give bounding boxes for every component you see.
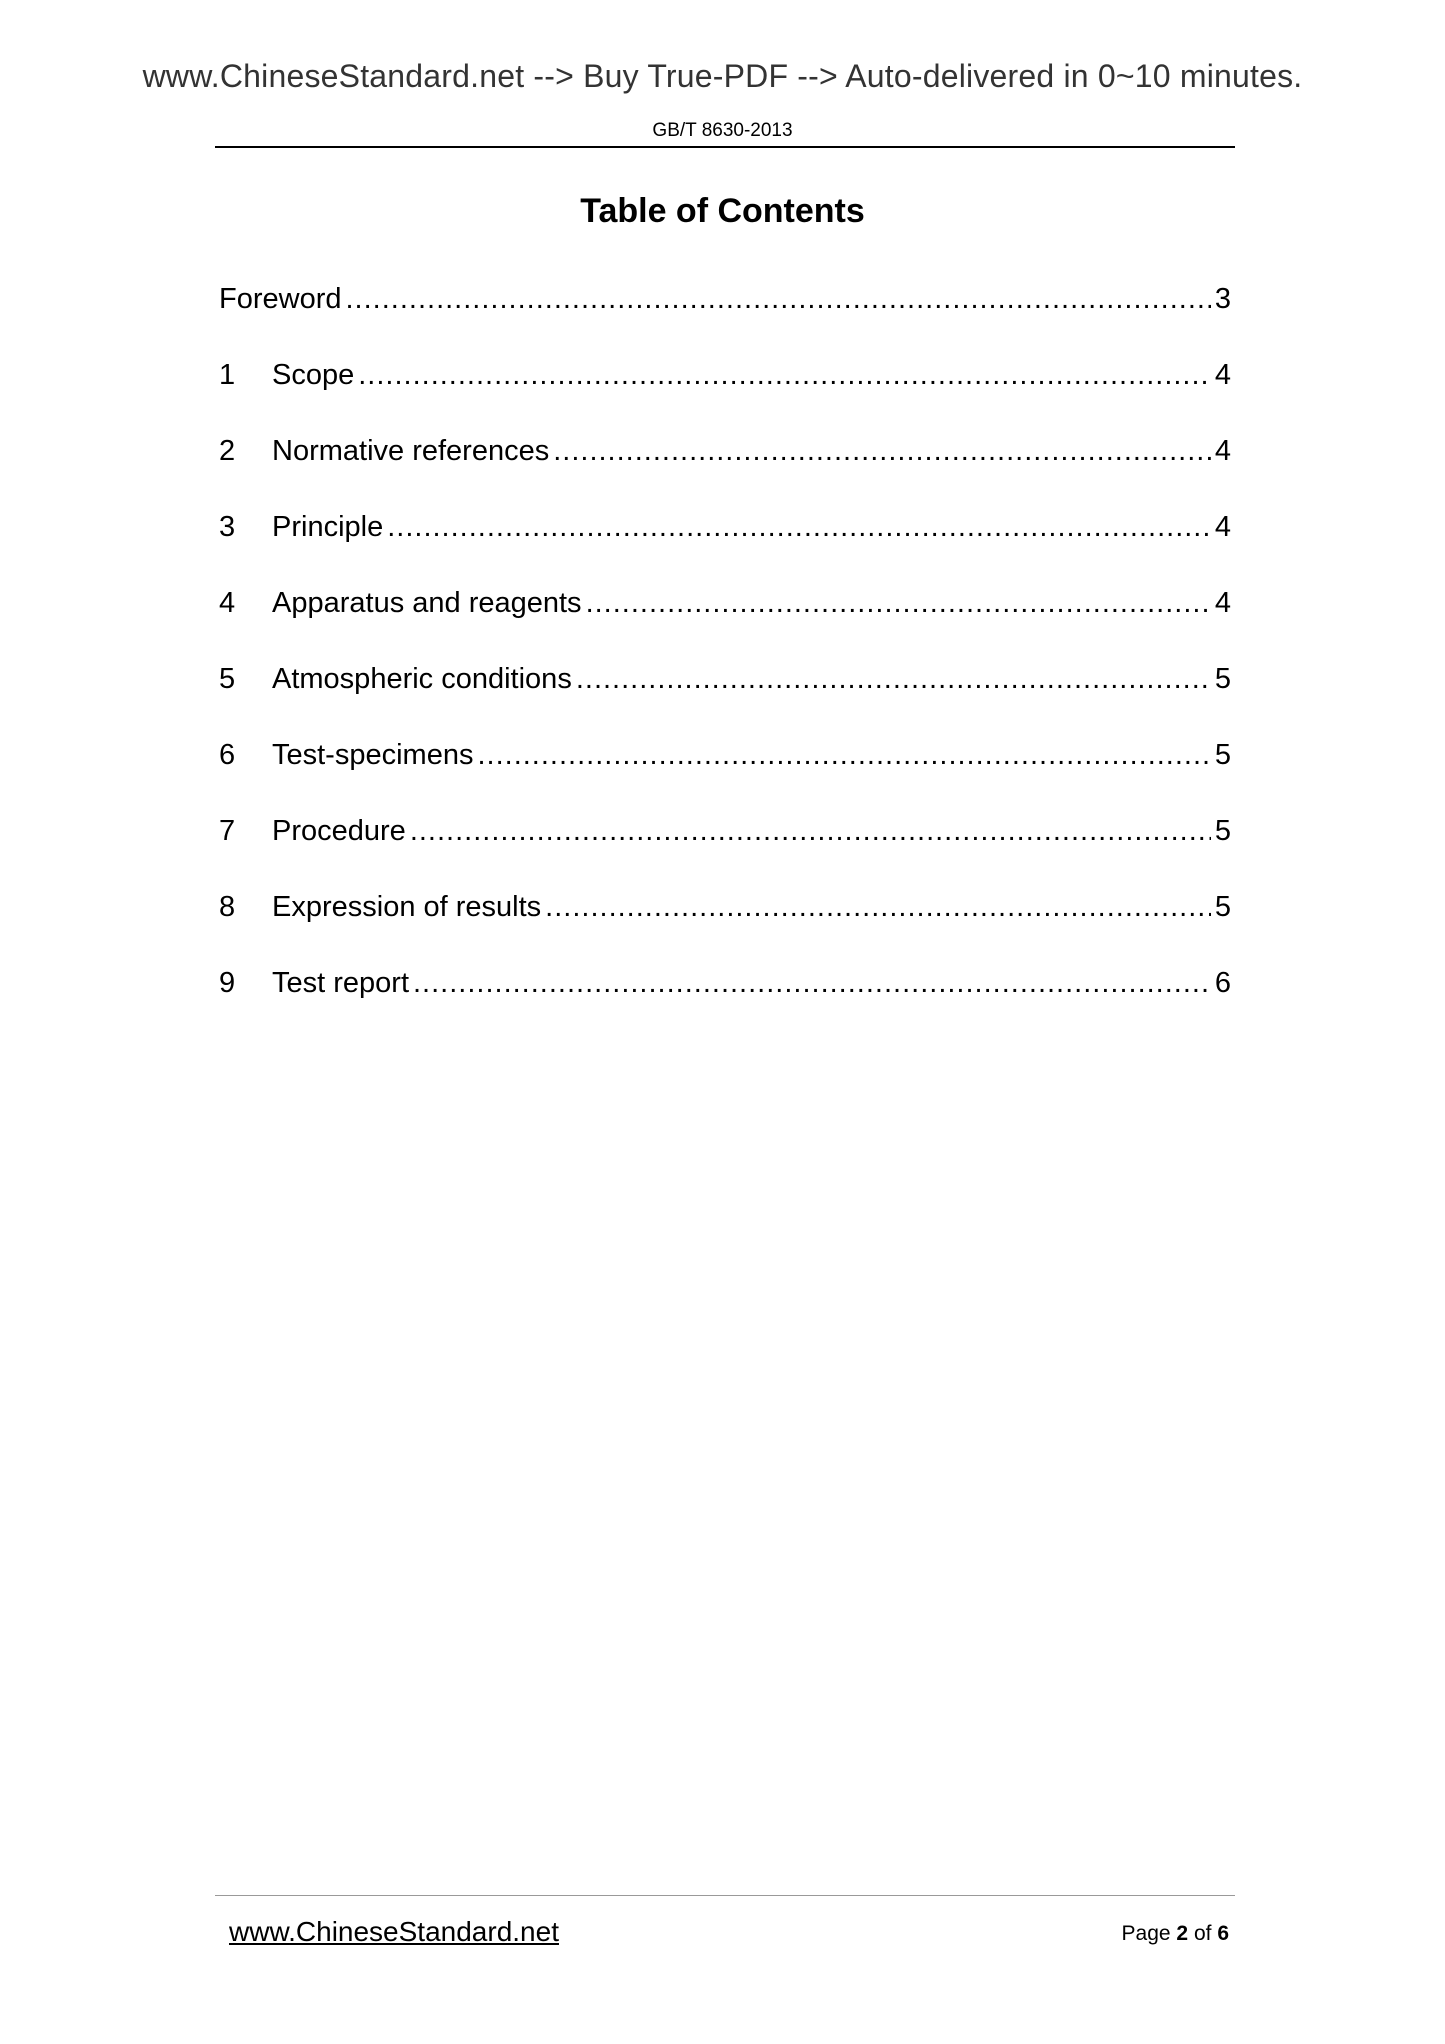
toc-dot-leader bbox=[477, 732, 1210, 778]
toc-entry-page: 6 bbox=[1214, 967, 1231, 999]
toc-entry-number: 9 bbox=[219, 967, 236, 999]
toc-entry-page: 4 bbox=[1214, 587, 1231, 619]
toc-entry-label: Normative references bbox=[272, 435, 550, 467]
toc-entry-label: Principle bbox=[272, 511, 384, 543]
toc-entry-test-report[interactable] bbox=[219, 960, 1231, 1036]
page-of: of bbox=[1193, 1922, 1212, 1945]
toc-dot-leader bbox=[553, 428, 1211, 474]
toc-entry-apparatus-and-reagents[interactable] bbox=[219, 580, 1231, 656]
toc-entry-procedure[interactable] bbox=[219, 808, 1231, 884]
toc-entry-scope[interactable] bbox=[219, 352, 1231, 428]
toc-entry-label: Test-specimens bbox=[272, 739, 474, 771]
toc-dot-leader bbox=[576, 656, 1211, 702]
table-of-contents bbox=[219, 276, 1231, 1036]
page-indicator bbox=[1122, 1922, 1229, 1946]
toc-entry-number: 3 bbox=[219, 511, 236, 543]
top-banner[interactable]: www.ChineseStandard.net --> Buy True-PDF --> Auto-delivered in 0~10 minutes. bbox=[142, 58, 1303, 94]
toc-entry-principle[interactable] bbox=[219, 504, 1231, 580]
header-divider bbox=[215, 146, 1235, 148]
toc-dot-leader bbox=[413, 960, 1211, 1006]
toc-entry-page: 5 bbox=[1214, 663, 1231, 695]
toc-entry-page: 5 bbox=[1214, 815, 1231, 847]
toc-entry-expression-of-results[interactable] bbox=[219, 884, 1231, 960]
toc-dot-leader bbox=[387, 504, 1211, 550]
toc-entry-label: Atmospheric conditions bbox=[272, 663, 572, 695]
toc-entry-page: 5 bbox=[1214, 891, 1231, 923]
toc-title: Table of Contents bbox=[580, 192, 865, 230]
toc-dot-leader bbox=[545, 884, 1211, 930]
toc-entry-number: 2 bbox=[219, 435, 236, 467]
toc-entry-number: 4 bbox=[219, 587, 236, 619]
toc-entry-page: 5 bbox=[1214, 739, 1231, 771]
toc-entry-normative-references[interactable] bbox=[219, 428, 1231, 504]
toc-entry-page: 3 bbox=[1214, 283, 1231, 315]
toc-entry-label: Test report bbox=[272, 967, 409, 999]
toc-entry-page: 4 bbox=[1214, 511, 1231, 543]
toc-entry-number: 5 bbox=[219, 663, 236, 695]
toc-entry-number: 6 bbox=[219, 739, 236, 771]
toc-entry-page: 4 bbox=[1214, 435, 1231, 467]
toc-entry-test-specimens[interactable] bbox=[219, 732, 1231, 808]
page-total: 6 bbox=[1217, 1922, 1229, 1945]
document-code: GB/T 8630-2013 bbox=[652, 120, 793, 141]
toc-dot-leader bbox=[358, 352, 1211, 398]
toc-entry-label: Foreword bbox=[219, 283, 342, 315]
toc-entry-number: 8 bbox=[219, 891, 236, 923]
footer-divider bbox=[215, 1895, 1235, 1896]
toc-entry-label: Expression of results bbox=[272, 891, 542, 923]
toc-entry-page: 4 bbox=[1214, 359, 1231, 391]
toc-entry-label: Scope bbox=[272, 359, 355, 391]
toc-dot-leader bbox=[346, 276, 1211, 322]
toc-entry-atmospheric-conditions[interactable] bbox=[219, 656, 1231, 732]
page-prefix: Page bbox=[1121, 1922, 1171, 1945]
footer-website-link[interactable]: www.ChineseStandard.net bbox=[229, 1916, 559, 1947]
toc-entry-label: Apparatus and reagents bbox=[272, 587, 582, 619]
toc-dot-leader bbox=[586, 580, 1211, 626]
toc-entry-label: Procedure bbox=[272, 815, 406, 847]
toc-entry-number: 7 bbox=[219, 815, 236, 847]
toc-entry-number: 1 bbox=[219, 359, 236, 391]
toc-dot-leader bbox=[410, 808, 1211, 854]
toc-entry-foreword[interactable] bbox=[219, 276, 1231, 352]
page-current: 2 bbox=[1176, 1922, 1189, 1945]
